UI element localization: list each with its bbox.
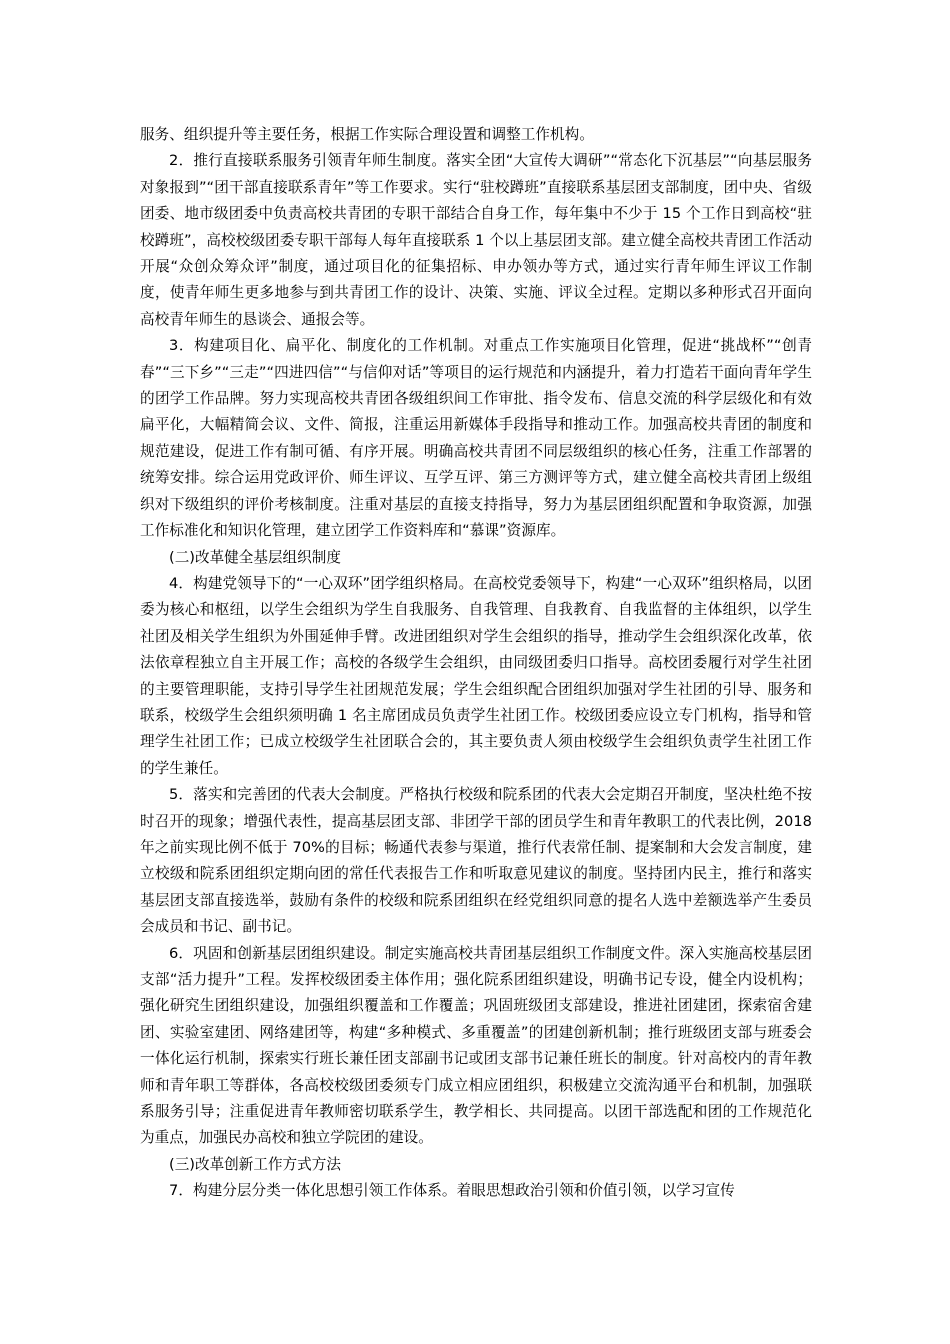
paragraph-item-5: 5．落实和完善团的代表大会制度。严格执行校级和院系团的代表大会定期召开制度，坚决杜绝不按时召开的现象；增强代表性，提高基层团支部、非团学干部的团员学生和青年教职工的代表比例，2018 年之前实现比例不低于 70%的目标；畅通代表参与渠道，推行代表常任制、提案制和大会发言制度，建立校级和院系团组织定期向团的常任代表报告工作和听取意见建议的制度。坚持团内民主，推行和落实基层团支部直接选举，鼓励有条件的校级和院系团组织在经党组织同意的提名人选中差额选举产生委员会成员和书记、副书记。	[140, 786, 812, 936]
paragraph-item-6: 6．巩固和创新基层团组织建设。制定实施高校共青团基层组织工作制度文件。深入实施高校基层团支部“活力提升”工程。发挥校级团委主体作用；强化院系团组织建设，明确书记专设，健全内设机构；强化研究生团组织建设，加强组织覆盖和工作覆盖；巩固班级团支部建设，推进社团建团，探索宿舍建团、实验室建团、网络建团等，构建“多种模式、多重覆盖”的团建创新机制；推行班级团支部与班委会一体化运行机制，探索实行班长兼任团支部副书记或团支部书记兼任班长的制度。针对高校内的青年教师和青年职工等群体，各高校校级团委须专门成立相应团组织，积极建立交流沟通平台和机制，加强联系服务引导；注重促进青年教师密切联系学生，教学相长、共同提高。以团干部选配和团的工作规范化为重点，加强民办高校和独立学院团的建设。	[140, 944, 812, 1147]
paragraph-item-3: 3．构建项目化、扁平化、制度化的工作机制。对重点工作实施项目化管理，促进“挑战杯”“创青春”“三下乡”“三走”“四进四信”“与信仰对话”等项目的运行规范和内涵提升，着力打造若干面向青年学生的团学工作品牌。努力实现高校共青团各级组织间工作审批、指令发布、信息交流的科学层级化和有效扁平化，大幅精简会议、文件、简报，注重运用新媒体手段指导和推动工作。加强高校共青团的制度和规范建设，促进工作有制可循、有序开展。明确高校共青团不同层级组织的核心任务，注重工作部署的统筹安排。综合运用党政评价、师生评议、互学互评、第三方测评等方式，建立健全高校共青团上级组织对下级组织的评价考核制度。注重对基层的直接支持指导，努力为基层团组织配置和争取资源，加强工作标准化和知识化管理，建立团学工作资料库和“慕课”资源库。	[140, 337, 812, 540]
paragraph-item-4: 4．构建党领导下的“一心双环”团学组织格局。在高校党委领导下，构建“一心双环”组织格局，以团委为核心和枢纽，以学生会组织为学生自我服务、自我管理、自我教育、自我监督的主体组织，以学生社团及相关学生组织为外围延伸手臂。改进团组织对学生会组织的指导，推动学生会组织深化改革，依法依章程独立自主开展工作；高校的各级学生会组织，由同级团委归口指导。高校团委履行对学生社团的主要管理职能，支持引导学生社团规范发展；学生会组织配合团组织加强对学生社团的引导、服务和联系，校级学生会组织须明确 1 名主席团成员负责学生社团工作。校级团委应设立专门机构，指导和管理学生社团工作；已成立校级学生社团联合会的，其主要负责人须由校级学生会组织负责学生社团工作的学生兼任。	[140, 574, 812, 777]
paragraph-continuation: 服务、组织提升等主要任务，根据工作实际合理设置和调整工作机构。	[140, 126, 594, 143]
paragraph-item-7: 7．构建分层分类一体化思想引领工作体系。着眼思想政治引领和价值引领，以学习宣传	[169, 1182, 735, 1200]
section-heading-2: (二)改革健全基层组织制度	[169, 548, 341, 566]
section-heading-3: (三)改革创新工作方式方法	[169, 1155, 341, 1173]
document-body	[140, 122, 812, 1205]
paragraph-item-2: 2．推行直接联系服务引领青年师生制度。落实全团“大宣传大调研”“常态化下沉基层”“向基层服务对象报到”“团干部直接联系青年”等工作要求。实行“驻校蹲班”直接联系基层团支部制度，团中央、省级团委、地市级团委中负责高校共青团的专职干部结合自身工作，每年集中不少于 15 个工作日到高校“驻校蹲班”，高校校级团委专职干部每人每年直接联系 1 个以上基层团支部。建立健全高校共青团工作活动开展“众创众筹众评”制度，通过项目化的征集招标、申办领办等方式，通过实行青年师生评议工作制度，使青年师生更多地参与到共青团工作的设计、决策、实施、评议全过程。定期以多种形式召开面向高校青年师生的恳谈会、通报会等。	[140, 152, 812, 328]
